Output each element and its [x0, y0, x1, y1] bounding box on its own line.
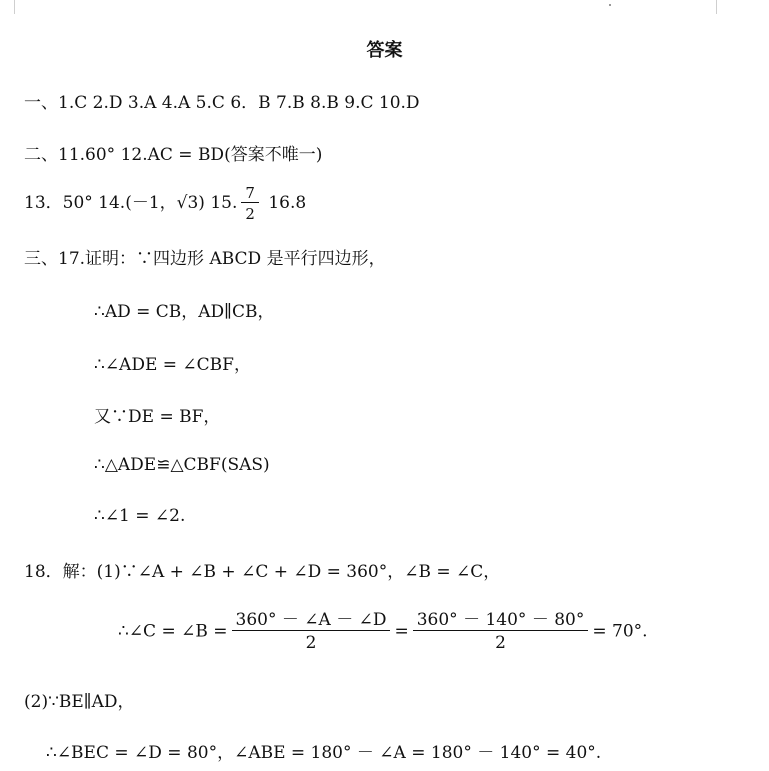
answer-line-fill-2 — [24, 184, 306, 223]
solution-line-4: ∴∠BEC = ∠D = 80°，∠ABE = 180° － ∠A = 180° － 140° = 40°. — [46, 743, 602, 763]
answer-line-choice: 一、1.C 2.D 3.A 4.A 5.C 6．B 7.B 8.B 9.C 10.D — [24, 93, 420, 113]
answer-line-fill: 二、11.60° 12.AC = BD(答案不唯一) — [24, 145, 323, 165]
fraction-denominator: 2 — [245, 205, 255, 223]
fraction-denominator: 2 — [305, 633, 317, 654]
line-text: ∴∠C = ∠B = — [118, 621, 228, 642]
proof-line-6: ∴∠1 = ∠2. — [94, 506, 186, 526]
page-title: 答案 — [366, 40, 403, 61]
proof-line-4: 又∵DE = BF， — [94, 407, 221, 427]
fraction-denominator: 2 — [495, 633, 506, 654]
proof-line-3: ∴∠ADE = ∠CBF， — [94, 355, 251, 375]
page-corner-mark — [716, 0, 769, 14]
proof-line-1: 三、17.证明：∵四边形 ABCD 是平行四边形， — [24, 249, 386, 269]
proof-line-2: ∴AD = CB，AD∥CB， — [94, 302, 275, 322]
fraction-angle-values — [413, 610, 589, 654]
solution-line-3: (2)∵BE∥AD， — [24, 692, 135, 712]
fraction-numerator: 360° － ∠A － ∠D — [232, 610, 391, 631]
proof-line-5: ∴△ADE≌△CBF(SAS) — [94, 455, 270, 475]
fraction-seven-halves — [241, 184, 259, 223]
fraction-angle-expression — [232, 610, 391, 654]
line-text: 13．50° 14.(－1，√3) 15. — [24, 193, 238, 213]
equals-sign: = — [394, 621, 409, 642]
page-dot — [609, 4, 611, 6]
fraction-numerator: 7 — [241, 184, 259, 203]
page-corner-mark — [0, 0, 15, 14]
fraction-numerator: 360° － 140° － 80° — [413, 610, 589, 631]
line-text: = 70°. — [592, 621, 648, 642]
solution-line-1: 18．解：(1)∵∠A + ∠B + ∠C + ∠D = 360°，∠B = ∠C， — [24, 562, 501, 582]
solution-line-2 — [118, 610, 648, 654]
line-text: 16.8 — [262, 193, 307, 213]
